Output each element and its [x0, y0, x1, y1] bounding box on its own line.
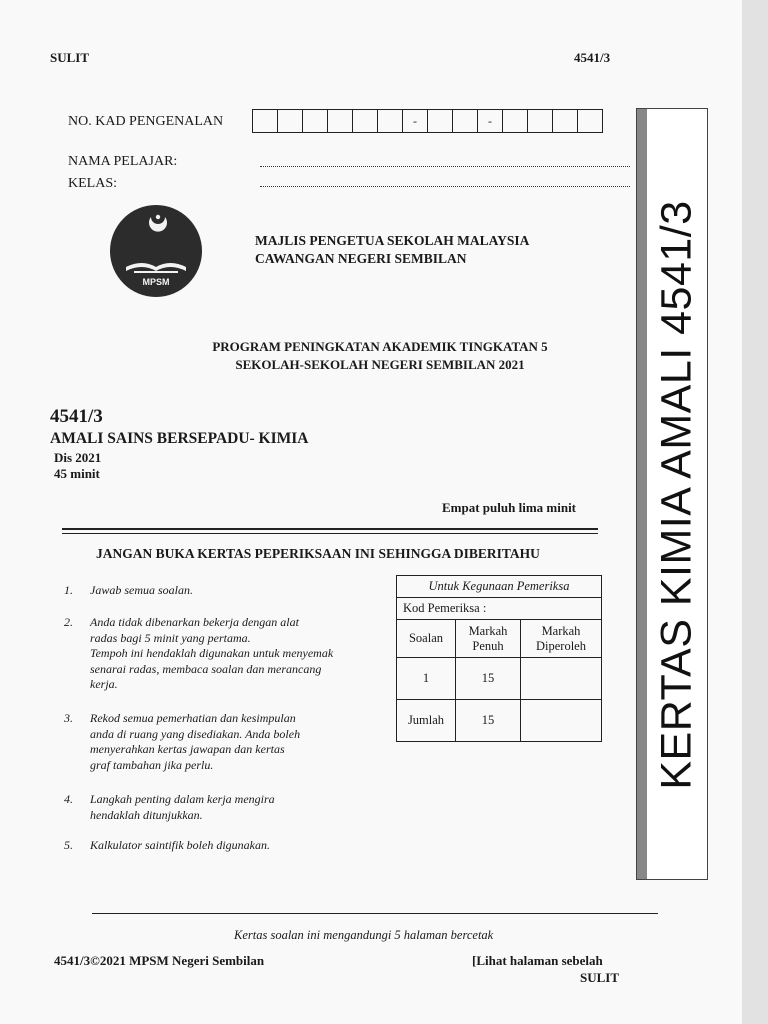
page-count-note: Kertas soalan ini mengandungi 5 halaman bercetak: [234, 928, 494, 942]
instruction-line: kerja.: [90, 677, 118, 691]
ic-digit-box[interactable]: [303, 110, 328, 133]
examiner-table-title: Untuk Kegunaan Pemeriksa: [397, 576, 602, 598]
total-full-marks-cell: 15: [456, 700, 521, 742]
paper-code: 4541/3: [50, 406, 103, 427]
footer-copyright: 4541/3©2021 MPSM Negeri Sembilan: [54, 953, 265, 968]
table-total-row: [397, 700, 602, 742]
total-marks-obtained-cell[interactable]: [521, 700, 602, 742]
instruction-line: hendaklah ditunjukkan.: [90, 807, 203, 822]
divider-line: [62, 533, 598, 534]
col-header-marks-obtained: Markah Diperoleh: [521, 620, 602, 658]
exam-duration-words: Empat puluh lima minit: [442, 500, 577, 515]
ic-number-boxes[interactable]: [252, 109, 603, 133]
organizer-line-1: MAJLIS PENGETUA SEKOLAH MALAYSIA: [255, 233, 530, 248]
instruction-line: anda di ruang yang disediakan. Anda boleh: [90, 726, 301, 741]
program-title-line-2: SEKOLAH-SEKOLAH NEGERI SEMBILAN 2021: [235, 357, 525, 372]
instruction-line: Tempoh ini hendaklah digunakan untuk menyemak: [90, 646, 334, 660]
instruction-number: 4.: [64, 792, 73, 806]
instruction-line: Anda tidak dibenarkan bekerja dengan alat: [90, 615, 299, 629]
logo-text: MPSM: [142, 277, 170, 287]
instruction-line: Langkah penting dalam kerja mengira: [90, 792, 275, 806]
warning-text: JANGAN BUKA KERTAS PEPERIKSAAN INI SEHINGGA DIBERITAHU: [96, 546, 540, 561]
ic-digit-box[interactable]: [528, 110, 553, 133]
instruction-line: graf tambahan jika perlu.: [90, 757, 214, 772]
vertical-title-text: KERTAS KIMIA AMALI 4541/3: [652, 200, 701, 790]
ic-digit-box[interactable]: [503, 110, 528, 133]
ic-separator: -: [478, 110, 503, 133]
ic-digit-box[interactable]: [553, 110, 578, 133]
footer-classification: SULIT: [580, 970, 620, 985]
footer-see-next-page: [Lihat halaman sebelah: [472, 953, 603, 968]
table-row: [397, 658, 602, 700]
examiner-marks-table: [396, 575, 602, 742]
instruction-number: 1.: [64, 583, 73, 597]
divider-line: [62, 528, 598, 530]
mpsm-logo: [110, 205, 202, 297]
ic-digit-box[interactable]: [253, 110, 278, 133]
ic-separator: -: [403, 110, 428, 133]
instruction-number: 3.: [64, 711, 73, 725]
instruction-number: 5.: [64, 838, 73, 852]
ic-digit-box[interactable]: [353, 110, 378, 133]
examiner-code-field[interactable]: Kod Pemeriksa :: [397, 598, 602, 620]
marks-obtained-cell[interactable]: [521, 658, 602, 700]
instruction-line: Rekod semua pemerhatian dan kesimpulan: [90, 711, 296, 725]
col-header-full-marks: Markah Penuh: [456, 620, 521, 658]
ic-digit-box[interactable]: [378, 110, 403, 133]
ic-digit-box[interactable]: [428, 110, 453, 133]
ic-number-label: NO. KAD PENGENALAN: [68, 114, 224, 129]
banner-shade-strip: [637, 109, 647, 879]
student-name-field[interactable]: [260, 166, 630, 167]
exam-duration: 45 minit: [54, 466, 100, 481]
col-header-question: Soalan: [397, 620, 456, 658]
instruction-line: Jawab semua soalan.: [90, 583, 193, 597]
subject-title: AMALI SAINS BERSEPADU- KIMIA: [50, 430, 309, 447]
program-title-line-1: PROGRAM PENINGKATAN AKADEMIK TINGKATAN 5: [212, 339, 548, 354]
vertical-title-banner: [636, 108, 708, 880]
scan-edge: [742, 0, 768, 1024]
full-marks-cell: 15: [456, 658, 521, 700]
exam-date: Dis 2021: [54, 450, 102, 465]
ic-digit-box[interactable]: [453, 110, 478, 133]
question-number-cell: 1: [397, 658, 456, 700]
ic-digit-box[interactable]: [278, 110, 303, 133]
student-name-label: NAMA PELAJAR:: [68, 154, 178, 169]
instruction-number: 2.: [64, 615, 73, 629]
class-label: KELAS:: [68, 176, 117, 191]
organizer-line-2: CAWANGAN NEGERI SEMBILAN: [255, 251, 467, 266]
ic-digit-box[interactable]: [578, 110, 603, 133]
instruction-line: senarai radas, membaca soalan dan merancang: [90, 661, 322, 676]
header-classification: SULIT: [50, 50, 90, 65]
instruction-line: menyerahkan kertas jawapan dan kertas: [90, 742, 285, 756]
header-paper-code: 4541/3: [574, 50, 611, 65]
class-field[interactable]: [260, 186, 630, 187]
instruction-line: Kalkulator saintifik boleh digunakan.: [90, 838, 270, 852]
footer-divider: [92, 913, 658, 914]
instruction-line: radas bagi 5 minit yang pertama.: [90, 630, 251, 645]
total-label-cell: Jumlah: [397, 700, 456, 742]
ic-digit-box[interactable]: [328, 110, 353, 133]
